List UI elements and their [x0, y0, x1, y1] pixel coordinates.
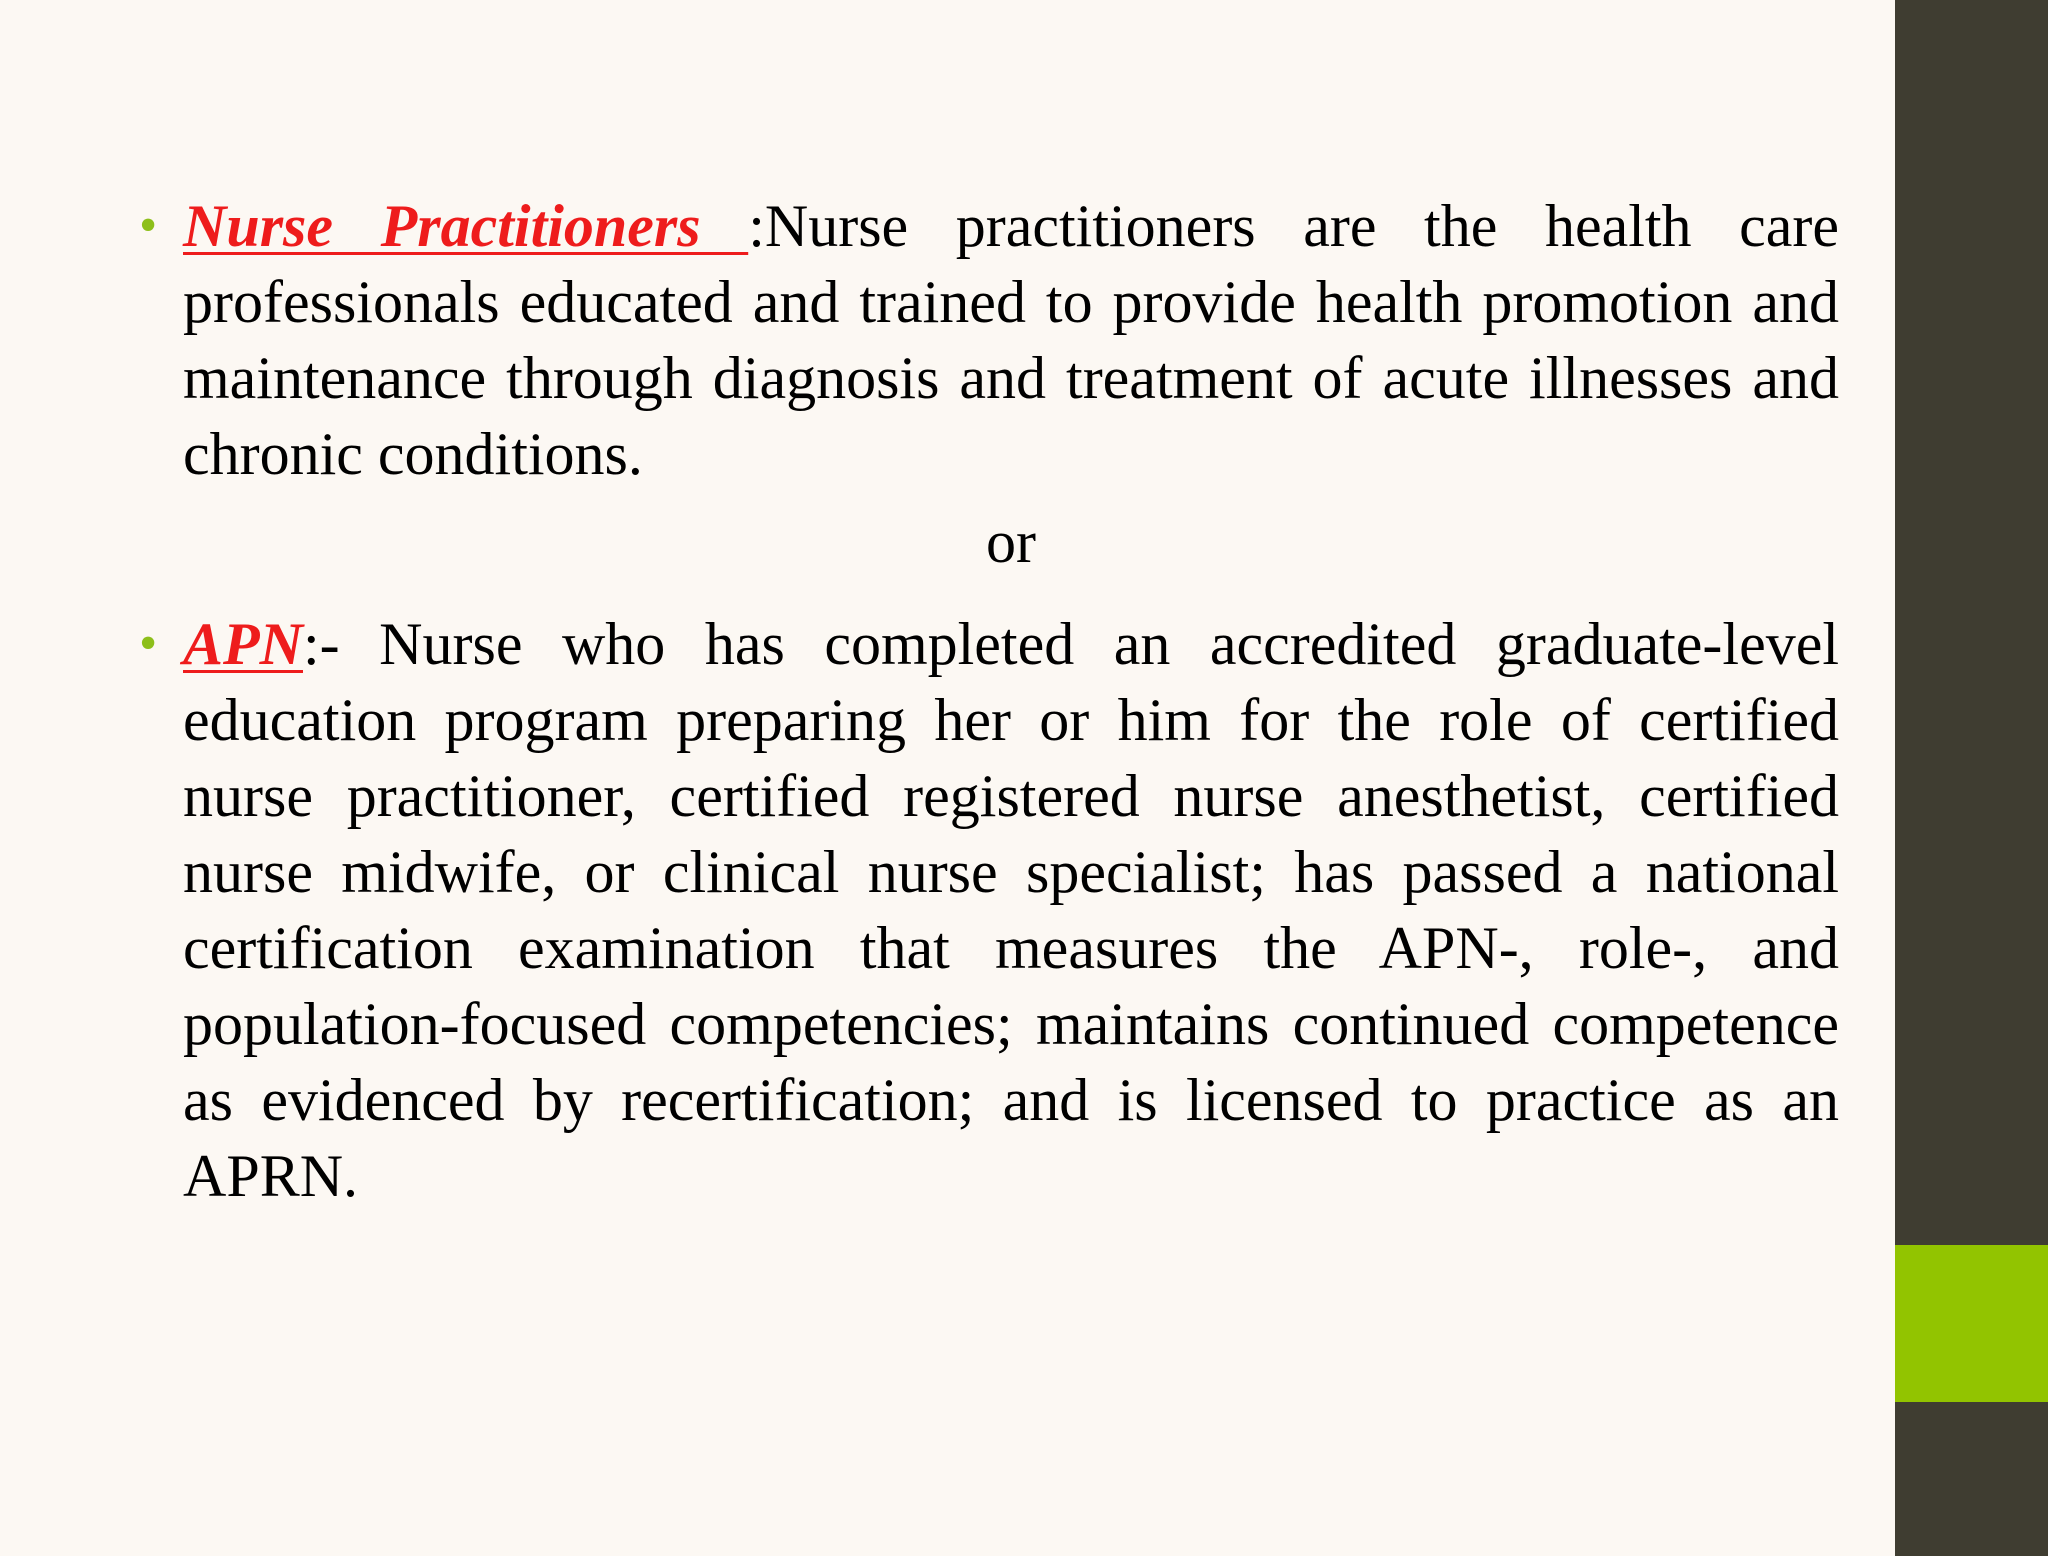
bullet-nurse-practitioners [139, 188, 1839, 492]
slide-content [139, 188, 1839, 1214]
sidebar-decoration [1895, 0, 2048, 1556]
term-separator: :- [303, 611, 380, 677]
sidebar-accent-band [1895, 1245, 2048, 1402]
definition-apn: Nurse who has completed an accredited graduate-level education program preparing her or him for the role of certified nurse practitioner, certified registered nurse anesthetist, certified nurse midwife, or clinical nurse specialist; has passed a national certification examination that measures the APN-, role-, and population-focused competencies; maintains continued competence as evidenced by recertification; and is licensed to practice as an APRN. [183, 611, 1839, 1209]
term-separator: : [748, 193, 765, 259]
bullet-dot-icon: • [139, 197, 158, 254]
bullet-apn [139, 606, 1839, 1214]
term-apn: APN [183, 611, 303, 677]
term-nurse-practitioners: Nurse Practitioners [183, 193, 749, 259]
sidebar-dark-band [1895, 0, 2048, 1245]
bullet-dot-icon: • [139, 615, 158, 672]
sidebar-dark-band-bottom [1895, 1402, 2048, 1556]
definition-nurse-practitioners: Nurse practitioners are the health care professionals educated and trained to provide health promotion and maintenance through diagnosis and treatment of acute illnesses and chronic conditions. [183, 193, 1839, 487]
or-separator: or [986, 509, 1036, 575]
